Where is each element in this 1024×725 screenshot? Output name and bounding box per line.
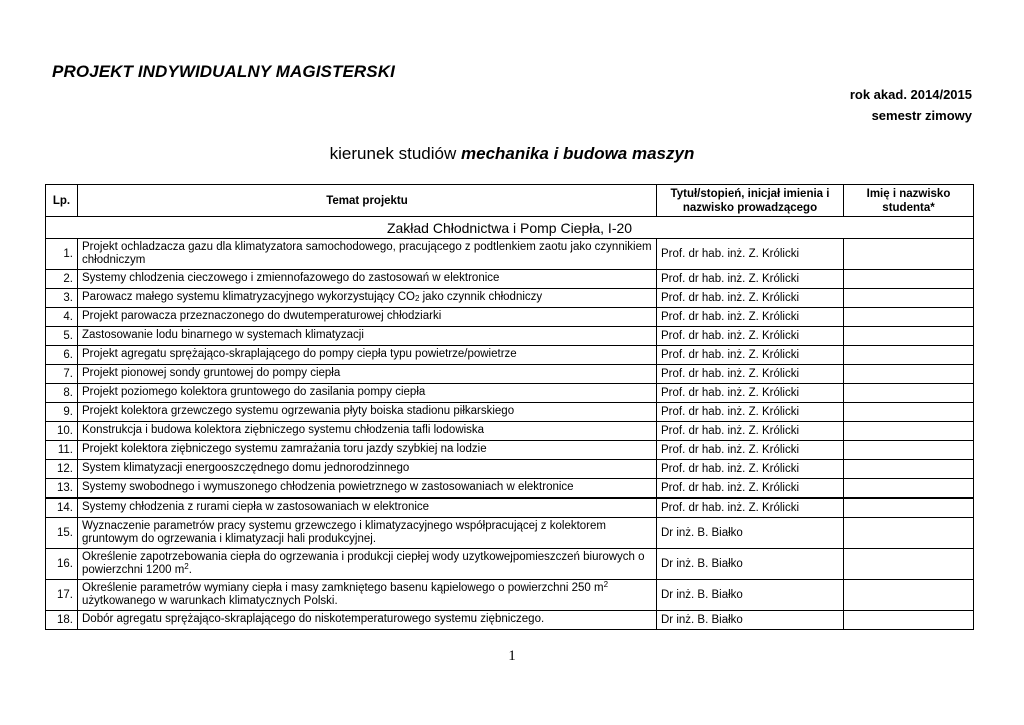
row-number: 1. bbox=[46, 239, 78, 270]
project-topic: Projekt kolektora grzewczego systemu ogrzewania płyty boiska stadionu piłkarskiego bbox=[78, 403, 657, 422]
student-cell[interactable] bbox=[844, 441, 974, 460]
academic-year: rok akad. 2014/2015 bbox=[849, 87, 972, 102]
supervisor: Prof. dr hab. inż. Z. Królicki bbox=[657, 422, 844, 441]
student-cell[interactable] bbox=[844, 498, 974, 518]
supervisor: Dr inż. B. Białko bbox=[657, 580, 844, 611]
department-row bbox=[46, 217, 974, 239]
supervisor: Dr inż. B. Białko bbox=[657, 518, 844, 549]
row-number: 11. bbox=[46, 441, 78, 460]
supervisor: Prof. dr hab. inż. Z. Królicki bbox=[657, 289, 844, 308]
project-topic bbox=[78, 549, 657, 580]
student-cell[interactable] bbox=[844, 384, 974, 403]
project-topic: Projekt pionowej sondy gruntowej do pompy ciepła bbox=[78, 365, 657, 384]
row-number: 9. bbox=[46, 403, 78, 422]
department-name: Zakład Chłodnictwa i Pomp Ciepła, I-20 bbox=[46, 217, 974, 239]
student-cell[interactable] bbox=[844, 580, 974, 611]
table-row bbox=[46, 460, 974, 479]
table-row bbox=[46, 384, 974, 403]
row-number: 13. bbox=[46, 479, 78, 499]
student-cell[interactable] bbox=[844, 346, 974, 365]
row-number: 12. bbox=[46, 460, 78, 479]
student-cell[interactable] bbox=[844, 611, 974, 630]
supervisor: Prof. dr hab. inż. Z. Królicki bbox=[657, 346, 844, 365]
student-cell[interactable] bbox=[844, 270, 974, 289]
student-cell[interactable] bbox=[844, 308, 974, 327]
table-row bbox=[46, 422, 974, 441]
supervisor: Prof. dr hab. inż. Z. Królicki bbox=[657, 460, 844, 479]
project-topic: Projekt parowacza przeznaczonego do dwutemperaturowej chłodziarki bbox=[78, 308, 657, 327]
projects-table bbox=[45, 184, 974, 630]
table-row bbox=[46, 580, 974, 611]
table-row bbox=[46, 365, 974, 384]
project-topic: Zastosowanie lodu binarnego w systemach klimatyzacji bbox=[78, 327, 657, 346]
table-row bbox=[46, 479, 974, 499]
column-header-topic: Temat projektu bbox=[78, 185, 657, 217]
project-topic: Dobór agregatu sprężająco-skraplającego do niskotemperaturowego systemu ziębniczego. bbox=[78, 611, 657, 630]
project-topic-text: jako czynnik chłodniczy bbox=[419, 290, 543, 303]
project-topic: Systemy swobodnego i wymuszonego chłodzenia powietrznego w zastosowaniach w elektronice bbox=[78, 479, 657, 499]
supervisor: Dr inż. B. Białko bbox=[657, 549, 844, 580]
row-number: 16. bbox=[46, 549, 78, 580]
row-number: 3. bbox=[46, 289, 78, 308]
project-topic: Wyznaczenie parametrów pracy systemu grzewczego i klimatyzacyjnego współpracującej z kolektorem gruntowym do ogrzewania i klimatyzacji hali produkcyjnej. bbox=[78, 518, 657, 549]
project-topic-text: . bbox=[188, 564, 192, 576]
table-row bbox=[46, 403, 974, 422]
supervisor: Prof. dr hab. inż. Z. Królicki bbox=[657, 365, 844, 384]
project-topic: System klimatyzacji energooszczędnego domu jednorodzinnego bbox=[78, 460, 657, 479]
supervisor: Prof. dr hab. inż. Z. Królicki bbox=[657, 403, 844, 422]
row-number: 14. bbox=[46, 498, 78, 518]
table-row bbox=[46, 441, 974, 460]
table-row bbox=[46, 308, 974, 327]
row-number: 8. bbox=[46, 384, 78, 403]
table-row bbox=[46, 549, 974, 580]
row-number: 7. bbox=[46, 365, 78, 384]
project-topic bbox=[78, 289, 657, 308]
student-cell[interactable] bbox=[844, 479, 974, 499]
table-row bbox=[46, 611, 974, 630]
semester: semestr zimowy bbox=[871, 108, 972, 123]
project-topic bbox=[78, 580, 657, 611]
column-header-lp: Lp. bbox=[46, 185, 78, 217]
supervisor: Prof. dr hab. inż. Z. Królicki bbox=[657, 441, 844, 460]
superscript: 2 bbox=[184, 562, 189, 571]
subscript: 2 bbox=[414, 293, 420, 303]
column-header-student: Imię i nazwisko studenta* bbox=[844, 185, 974, 217]
student-cell[interactable] bbox=[844, 403, 974, 422]
supervisor: Prof. dr hab. inż. Z. Królicki bbox=[657, 239, 844, 270]
table-row bbox=[46, 327, 974, 346]
table-row bbox=[46, 289, 974, 308]
supervisor: Prof. dr hab. inż. Z. Królicki bbox=[657, 479, 844, 499]
student-cell[interactable] bbox=[844, 422, 974, 441]
project-topic: Projekt agregatu sprężająco-skraplającego do pompy ciepła typu powietrze/powietrze bbox=[78, 346, 657, 365]
page-number: 1 bbox=[508, 648, 516, 664]
project-topic-text: użytkowanego w warunkach klimatycznych Polski. bbox=[82, 595, 338, 607]
project-topic: Projekt kolektora ziębniczego systemu zamrażania toru jazdy szybkiej na lodzie bbox=[78, 441, 657, 460]
project-topic: Projekt poziomego kolektora gruntowego do zasilania pompy ciepła bbox=[78, 384, 657, 403]
table-row bbox=[46, 518, 974, 549]
document-title: PROJEKT INDYWIDUALNY MAGISTERSKI bbox=[52, 62, 395, 81]
project-topic-text: Określenie zapotrzebowania ciepła do ogrzewania i produkcji ciepłej wody uzytkowejpomieszczeń biurowych o powierzchni 1200 m bbox=[82, 550, 645, 576]
supervisor: Prof. dr hab. inż. Z. Królicki bbox=[657, 327, 844, 346]
table-row bbox=[46, 239, 974, 270]
academic-info bbox=[850, 84, 972, 126]
row-number: 4. bbox=[46, 308, 78, 327]
student-cell[interactable] bbox=[844, 289, 974, 308]
student-cell[interactable] bbox=[844, 518, 974, 549]
supervisor: Prof. dr hab. inż. Z. Królicki bbox=[657, 270, 844, 289]
supervisor: Dr inż. B. Białko bbox=[657, 611, 844, 630]
project-topic-text: Określenie parametrów wymiany ciepła i masy zamkniętego basenu kąpielowego o powierzchni 250 m bbox=[82, 581, 604, 594]
row-number: 5. bbox=[46, 327, 78, 346]
supervisor: Prof. dr hab. inż. Z. Królicki bbox=[657, 308, 844, 327]
table-row bbox=[46, 498, 974, 518]
project-topic: Systemy chłodzenia z rurami ciepła w zastosowaniach w elektronice bbox=[78, 498, 657, 518]
row-number: 2. bbox=[46, 270, 78, 289]
row-number: 18. bbox=[46, 611, 78, 630]
supervisor: Prof. dr hab. inż. Z. Królicki bbox=[657, 384, 844, 403]
project-topic-text: Parowacz małego systemu klimatryzacyjnego wykorzystujący CO bbox=[82, 290, 415, 303]
superscript: 2 bbox=[603, 579, 609, 589]
column-header-supervisor: Tytuł/stopień, inicjał imienia i nazwisko prowadzącego bbox=[657, 185, 844, 217]
study-direction bbox=[0, 144, 1024, 164]
project-topic: Systemy chlodzenia cieczowego i zmiennofazowego do zastosowań w elektronice bbox=[78, 270, 657, 289]
table-row bbox=[46, 270, 974, 289]
supervisor: Prof. dr hab. inż. Z. Królicki bbox=[657, 498, 844, 518]
student-cell[interactable] bbox=[844, 460, 974, 479]
row-number: 17. bbox=[46, 580, 78, 611]
student-cell[interactable] bbox=[844, 549, 974, 580]
direction-name: mechanika i budowa maszyn bbox=[461, 144, 695, 163]
row-number: 6. bbox=[46, 346, 78, 365]
student-cell[interactable] bbox=[844, 327, 974, 346]
table-row bbox=[46, 346, 974, 365]
project-topic: Projekt ochladzacza gazu dla klimatyzatora samochodowego, pracującego z podtlenkiem zaotu jako czynnikiem chłodniczym bbox=[78, 239, 657, 270]
student-cell[interactable] bbox=[844, 365, 974, 384]
row-number: 15. bbox=[46, 518, 78, 549]
student-cell[interactable] bbox=[844, 239, 974, 270]
row-number: 10. bbox=[46, 422, 78, 441]
direction-prefix: kierunek studiów bbox=[329, 144, 457, 163]
table-header-row bbox=[46, 185, 974, 217]
project-topic: Konstrukcja i budowa kolektora ziębniczego systemu chłodzenia tafli lodowiska bbox=[78, 422, 657, 441]
